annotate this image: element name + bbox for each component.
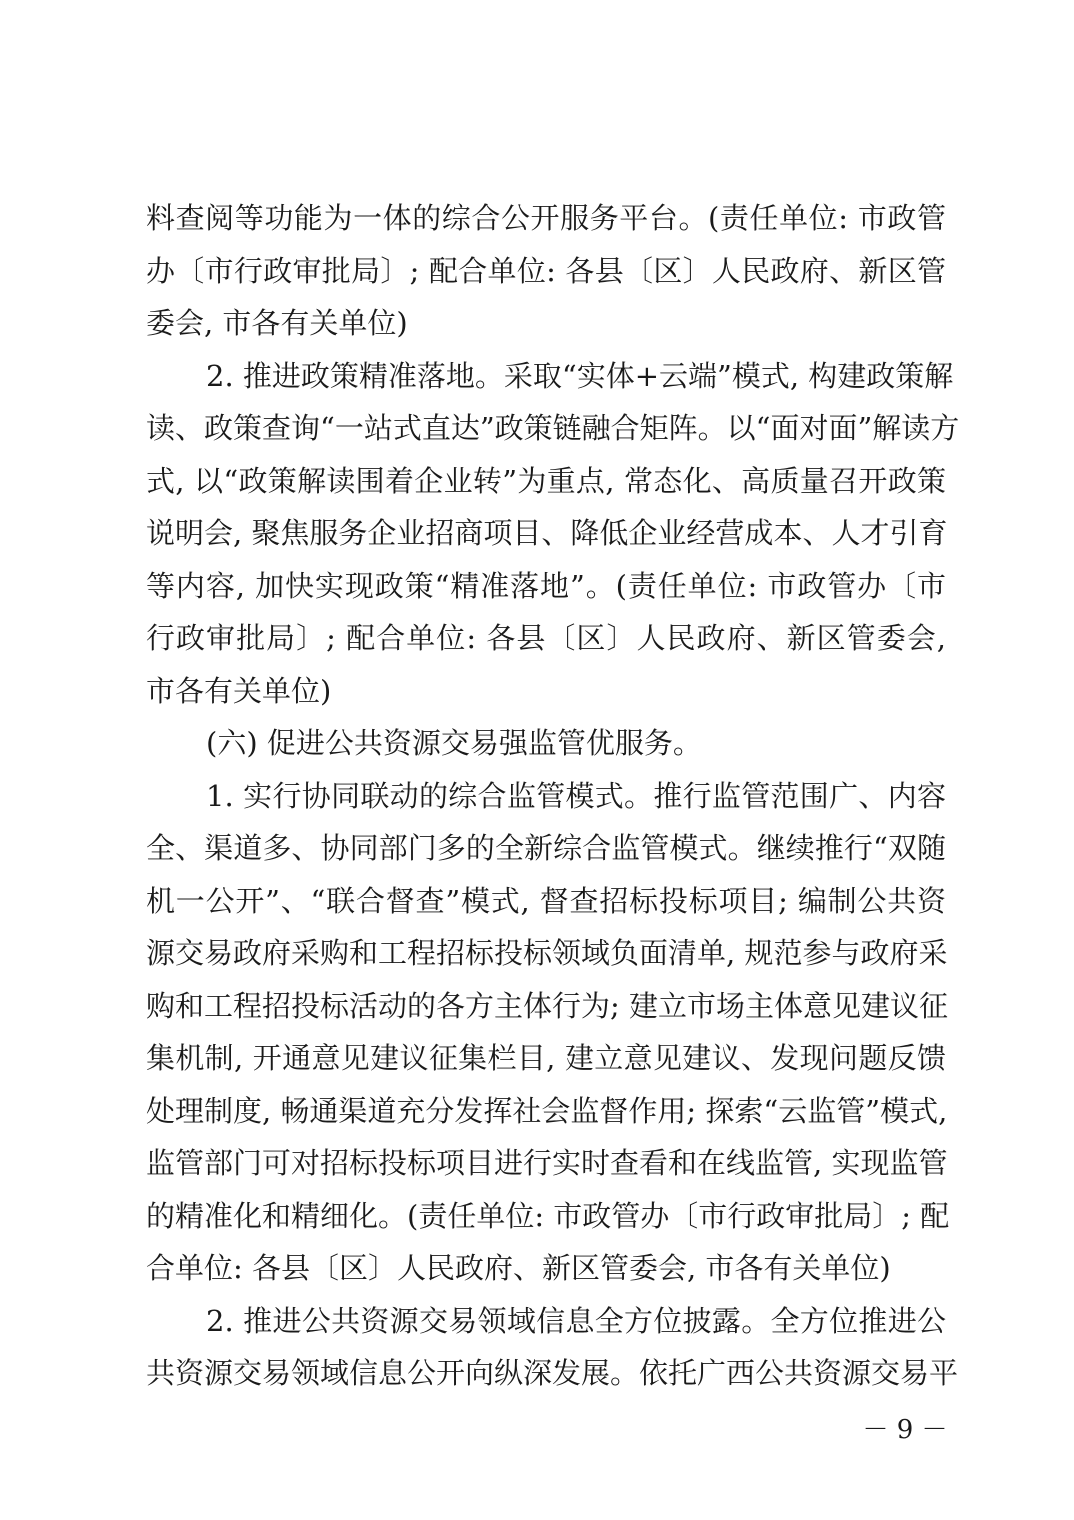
text-line: 读、政策查询“一站式直达”政策链融合矩阵。以“面对面”解读方 — [146, 411, 960, 445]
text-line: 式, 以“政策解读围着企业转”为重点, 常态化、高质量召开政策 — [146, 464, 946, 498]
text-line: 1. 实行协同联动的综合监管模式。推行监管范围广、内容 — [206, 779, 946, 813]
text-line: 全、渠道多、协同部门多的全新综合监管模式。继续推行“双随 — [146, 831, 946, 865]
text-line: 监管部门可对招标投标项目进行实时查看和在线监管, 实现监管 — [146, 1146, 948, 1180]
text-line: 说明会, 聚焦服务企业招商项目、降低企业经营成本、人才引育 — [146, 516, 948, 550]
text-line: 源交易政府采购和工程招标投标领域负面清单, 规范参与政府采 — [146, 936, 948, 970]
text-line: 2. 推进公共资源交易领域信息全方位披露。全方位推进公 — [206, 1304, 946, 1338]
text-line: 的精准化和精细化。(责任单位: 市政管办〔市行政审批局〕; 配 — [146, 1199, 950, 1233]
text-line: 集机制, 开通意见建议征集栏目, 建立意见建议、发现问题反馈 — [146, 1041, 946, 1075]
text-line: 市各有关单位) — [146, 674, 332, 708]
text-line: 等内容, 加快实现政策“精准落地”。(责任单位: 市政管办〔市 — [146, 569, 946, 603]
text-line: 委会, 市各有关单位) — [146, 306, 408, 340]
text-line: 购和工程招投标活动的各方主体行为; 建立市场主体意见建议征 — [146, 989, 948, 1023]
section-heading: (六) 促进公共资源交易强监管优服务。 — [206, 726, 702, 760]
text-line: 2. 推进政策精准落地。采取“实体+云端”模式, 构建政策解 — [206, 359, 954, 393]
text-line: 行政审批局〕; 配合单位: 各县〔区〕人民政府、新区管委会, — [146, 621, 946, 655]
text-line: 合单位: 各县〔区〕人民政府、新区管委会, 市各有关单位) — [146, 1251, 891, 1285]
text-line: 料查阅等功能为一体的综合公开服务平台。(责任单位: 市政管 — [146, 201, 946, 235]
text-line: 办〔市行政审批局〕; 配合单位: 各县〔区〕人民政府、新区管 — [146, 254, 946, 288]
page-number: － 9 － — [862, 1415, 948, 1445]
text-line: 机一公开”、“联合督查”模式, 督查招标投标项目; 编制公共资 — [146, 884, 946, 918]
text-line: 处理制度, 畅通渠道充分发挥社会监督作用; 探索“云监管”模式, — [146, 1094, 948, 1128]
text-line: 共资源交易领域信息公开向纵深发展。依托广西公共资源交易平 — [146, 1356, 959, 1390]
